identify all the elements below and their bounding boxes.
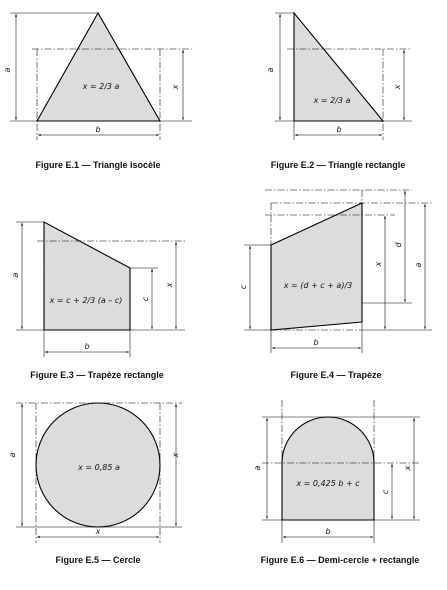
- figure-caption: Figure E.1 — Triangle isocèle: [35, 160, 161, 170]
- label-b: b: [95, 125, 101, 134]
- label-a: a: [8, 452, 17, 458]
- isosceles-triangle-shape: [37, 13, 160, 121]
- label-b: b: [325, 527, 331, 536]
- figure-caption: Figure E.6 — Demi-cercle + rectangle: [260, 555, 420, 565]
- label-a: a: [253, 465, 262, 471]
- label-b: b: [336, 125, 342, 134]
- label-a: a: [3, 67, 12, 73]
- formula: x = c + 2/3 (a – c): [49, 296, 123, 305]
- figure-e1: [3, 13, 192, 170]
- figure-e3: [11, 222, 185, 380]
- formula: x = 0,85 a: [78, 463, 120, 472]
- figure-caption: Figure E.4 — Trapèze: [290, 370, 382, 380]
- formula: x = (d + c + a)/3: [283, 281, 353, 290]
- formula: x = 0,425 b + c: [296, 479, 360, 488]
- formula: x = 2/3 a: [313, 96, 351, 105]
- label-c: c: [239, 284, 248, 290]
- formula: x = 2/3 a: [82, 82, 120, 91]
- figure-caption: Figure E.2 — Triangle rectangle: [270, 160, 406, 170]
- figure-e2: [266, 13, 412, 170]
- figure-caption: Figure E.3 — Trapèze rectangle: [30, 370, 164, 380]
- label-x-horizontal: x: [95, 527, 101, 536]
- label-x: x: [403, 465, 412, 471]
- label-x: x: [171, 84, 180, 90]
- figure-e4: [239, 190, 432, 380]
- label-c: c: [381, 489, 390, 495]
- figure-e6: [253, 400, 420, 565]
- label-x: x: [393, 84, 402, 90]
- label-x: x: [374, 261, 383, 267]
- label-a: a: [414, 262, 423, 268]
- label-b: b: [84, 342, 90, 351]
- semicircle-rectangle-shape: [282, 417, 374, 520]
- label-b: b: [313, 338, 319, 347]
- trapezoid-shape: [271, 203, 362, 330]
- label-c: c: [141, 296, 150, 302]
- label-x: x: [165, 282, 174, 288]
- label-d: d: [394, 242, 403, 248]
- right-trapezoid-shape: [44, 222, 130, 330]
- label-x: x: [171, 452, 180, 458]
- label-a: a: [11, 272, 20, 278]
- figure-e5: [8, 403, 182, 565]
- label-a: a: [266, 67, 275, 73]
- figure-caption: Figure E.5 — Cercle: [55, 555, 141, 565]
